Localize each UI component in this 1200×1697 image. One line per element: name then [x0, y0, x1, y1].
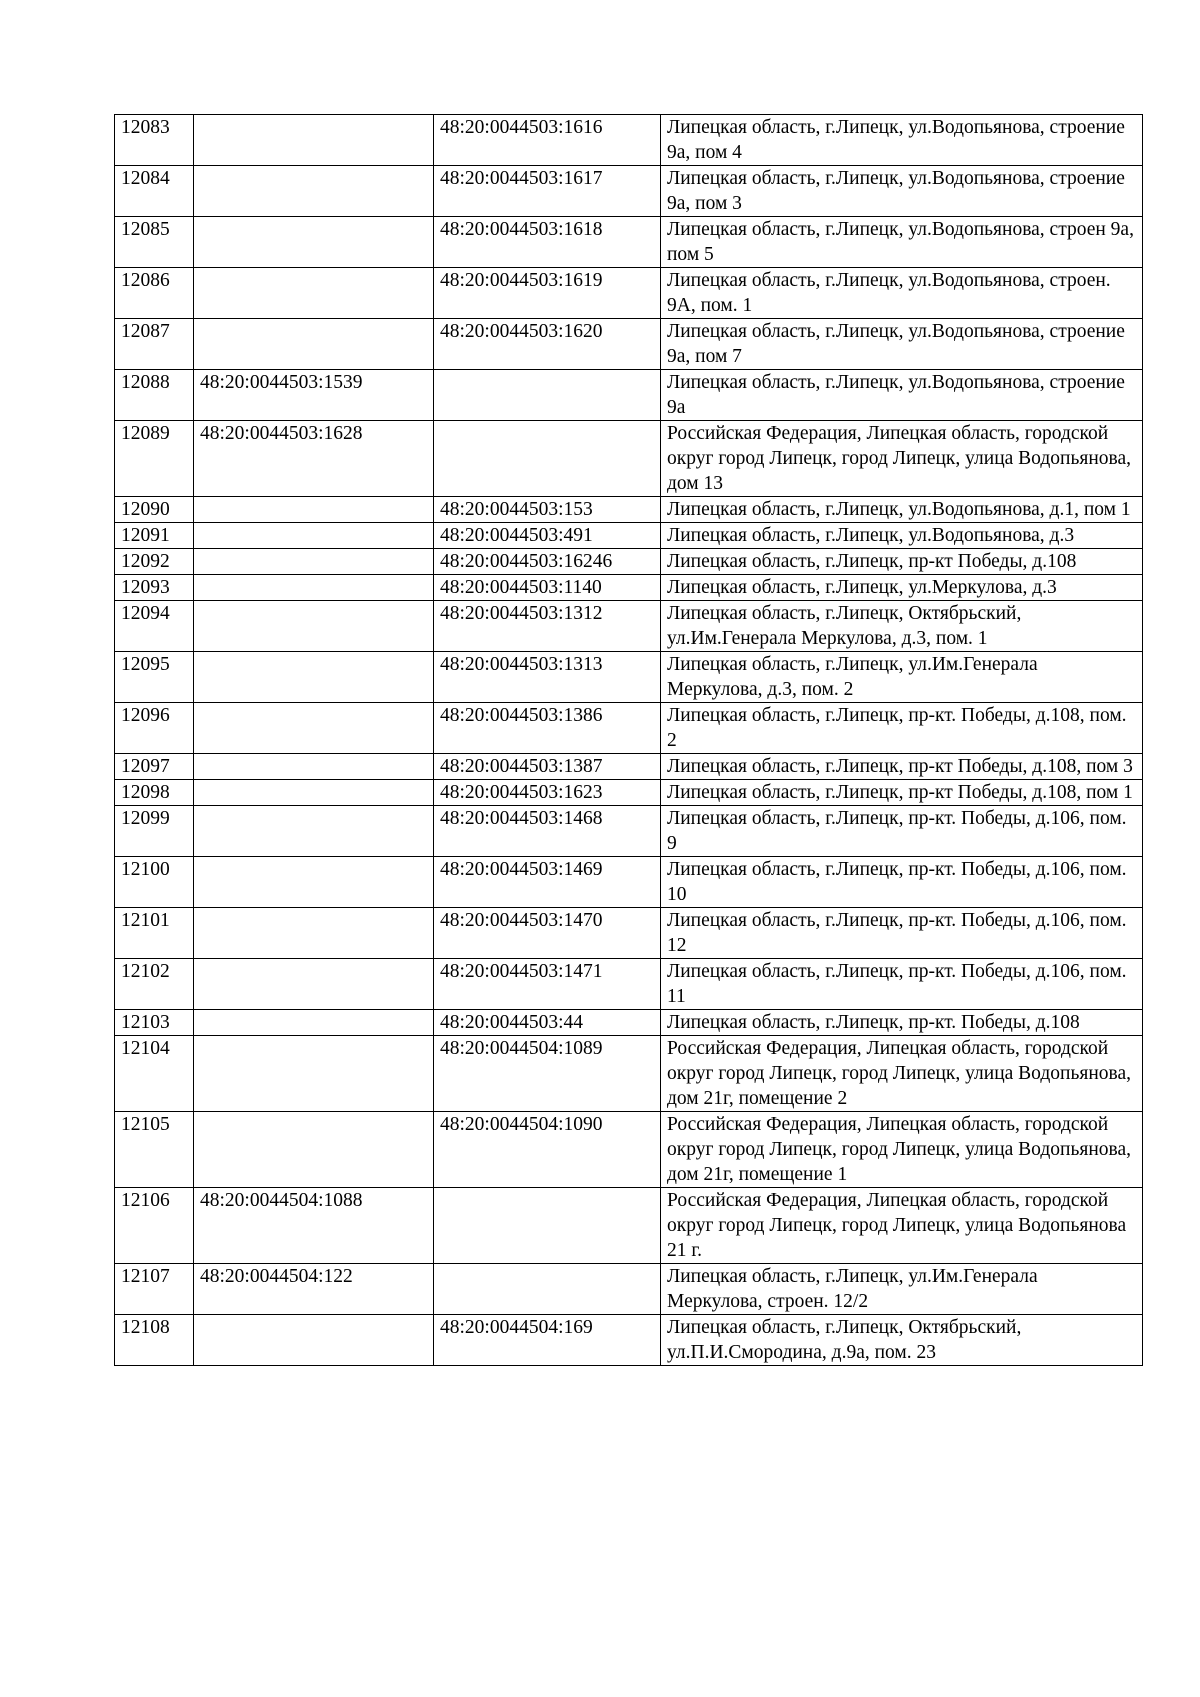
row-number-cell: 12090 [115, 497, 194, 523]
row-number-cell: 12108 [115, 1315, 194, 1366]
land-cadastral-number-cell: 48:20:0044504:1088 [194, 1188, 434, 1264]
table-row [115, 217, 1143, 268]
object-cadastral-number-cell: 48:20:0044503:1471 [434, 959, 661, 1010]
table-row [115, 652, 1143, 703]
table-row [115, 806, 1143, 857]
object-cadastral-number-cell: 48:20:0044503:1618 [434, 217, 661, 268]
address-cell: Липецкая область, г.Липецк, пр-кт. Победы, д.106, пом. 9 [661, 806, 1143, 857]
row-number-cell: 12098 [115, 780, 194, 806]
address-cell: Российская Федерация, Липецкая область, городской округ город Липецк, город Липецк, улица Водопьянова 21 г. [661, 1188, 1143, 1264]
row-number-cell: 12099 [115, 806, 194, 857]
table-row [115, 523, 1143, 549]
address-cell: Липецкая область, г.Липецк, ул.Водопьянова, строен 9а, пом 5 [661, 217, 1143, 268]
land-cadastral-number-cell [194, 1112, 434, 1188]
address-cell: Липецкая область, г.Липецк, пр-кт Победы, д.108, пом 3 [661, 754, 1143, 780]
row-number-cell: 12087 [115, 319, 194, 370]
row-number-cell: 12091 [115, 523, 194, 549]
address-cell: Липецкая область, г.Липецк, Октябрьский, ул.Им.Генерала Меркулова, д.3, пом. 1 [661, 601, 1143, 652]
row-number-cell: 12095 [115, 652, 194, 703]
table-row [115, 497, 1143, 523]
land-cadastral-number-cell [194, 1315, 434, 1366]
land-cadastral-number-cell [194, 268, 434, 319]
table-row [115, 370, 1143, 421]
table-row [115, 1112, 1143, 1188]
row-number-cell: 12102 [115, 959, 194, 1010]
address-cell: Липецкая область, г.Липецк, пр-кт Победы, д.108 [661, 549, 1143, 575]
object-cadastral-number-cell: 48:20:0044503:1386 [434, 703, 661, 754]
document-page [114, 114, 1142, 1366]
address-cell: Липецкая область, г.Липецк, ул.Водопьянова, строение 9а [661, 370, 1143, 421]
address-cell: Липецкая область, г.Липецк, пр-кт Победы, д.108, пом 1 [661, 780, 1143, 806]
land-cadastral-number-cell [194, 1010, 434, 1036]
object-cadastral-number-cell: 48:20:0044503:1313 [434, 652, 661, 703]
address-cell: Липецкая область, г.Липецк, пр-кт. Победы, д.108 [661, 1010, 1143, 1036]
land-cadastral-number-cell [194, 652, 434, 703]
object-cadastral-number-cell: 48:20:0044503:1616 [434, 115, 661, 166]
land-cadastral-number-cell: 48:20:0044503:1539 [194, 370, 434, 421]
object-cadastral-number-cell: 48:20:0044503:1312 [434, 601, 661, 652]
table-row [115, 575, 1143, 601]
table-row [115, 1188, 1143, 1264]
row-number-cell: 12100 [115, 857, 194, 908]
row-number-cell: 12096 [115, 703, 194, 754]
row-number-cell: 12101 [115, 908, 194, 959]
object-cadastral-number-cell: 48:20:0044503:491 [434, 523, 661, 549]
row-number-cell: 12103 [115, 1010, 194, 1036]
address-cell: Липецкая область, г.Липецк, пр-кт. Победы, д.108, пом. 2 [661, 703, 1143, 754]
object-cadastral-number-cell: 48:20:0044503:44 [434, 1010, 661, 1036]
table-row [115, 754, 1143, 780]
land-cadastral-number-cell [194, 908, 434, 959]
address-cell: Липецкая область, г.Липецк, ул.Водопьянова, строен. 9А, пом. 1 [661, 268, 1143, 319]
table-row [115, 1010, 1143, 1036]
object-cadastral-number-cell: 48:20:0044503:1140 [434, 575, 661, 601]
table-row [115, 268, 1143, 319]
address-cell: Липецкая область, г.Липецк, ул.Им.Генерала Меркулова, д.3, пом. 2 [661, 652, 1143, 703]
address-cell: Липецкая область, г.Липецк, ул.Водопьянова, строение 9а, пом 4 [661, 115, 1143, 166]
table-row [115, 549, 1143, 575]
object-cadastral-number-cell [434, 1264, 661, 1315]
land-cadastral-number-cell [194, 523, 434, 549]
object-cadastral-number-cell: 48:20:0044503:1469 [434, 857, 661, 908]
land-cadastral-number-cell: 48:20:0044503:1628 [194, 421, 434, 497]
address-cell: Липецкая область, г.Липецк, пр-кт. Победы, д.106, пом. 12 [661, 908, 1143, 959]
land-cadastral-number-cell [194, 959, 434, 1010]
object-cadastral-number-cell: 48:20:0044503:153 [434, 497, 661, 523]
land-cadastral-number-cell [194, 857, 434, 908]
land-cadastral-number-cell: 48:20:0044504:122 [194, 1264, 434, 1315]
table-row [115, 1264, 1143, 1315]
land-cadastral-number-cell [194, 1036, 434, 1112]
row-number-cell: 12105 [115, 1112, 194, 1188]
address-cell: Липецкая область, г.Липецк, ул.Водопьянова, строение 9а, пом 3 [661, 166, 1143, 217]
land-cadastral-number-cell [194, 806, 434, 857]
row-number-cell: 12107 [115, 1264, 194, 1315]
land-cadastral-number-cell [194, 754, 434, 780]
address-cell: Липецкая область, г.Липецк, пр-кт. Победы, д.106, пом. 11 [661, 959, 1143, 1010]
row-number-cell: 12106 [115, 1188, 194, 1264]
land-cadastral-number-cell [194, 217, 434, 268]
cadastral-table [114, 114, 1143, 1366]
object-cadastral-number-cell: 48:20:0044503:1619 [434, 268, 661, 319]
table-row [115, 857, 1143, 908]
land-cadastral-number-cell [194, 601, 434, 652]
object-cadastral-number-cell: 48:20:0044504:1089 [434, 1036, 661, 1112]
object-cadastral-number-cell: 48:20:0044503:1468 [434, 806, 661, 857]
land-cadastral-number-cell [194, 319, 434, 370]
row-number-cell: 12093 [115, 575, 194, 601]
table-row [115, 1315, 1143, 1366]
table-row [115, 908, 1143, 959]
address-cell: Российская Федерация, Липецкая область, городской округ город Липецк, город Липецк, улица Водопьянова, дом 21г, помещение 1 [661, 1112, 1143, 1188]
table-row [115, 703, 1143, 754]
object-cadastral-number-cell: 48:20:0044503:1617 [434, 166, 661, 217]
table-row [115, 601, 1143, 652]
table-row [115, 421, 1143, 497]
land-cadastral-number-cell [194, 575, 434, 601]
object-cadastral-number-cell: 48:20:0044504:169 [434, 1315, 661, 1366]
object-cadastral-number-cell: 48:20:0044503:16246 [434, 549, 661, 575]
address-cell: Липецкая область, г.Липецк, ул.Водопьянова, д.1, пом 1 [661, 497, 1143, 523]
land-cadastral-number-cell [194, 115, 434, 166]
table-row [115, 319, 1143, 370]
land-cadastral-number-cell [194, 703, 434, 754]
address-cell: Липецкая область, г.Липецк, ул.Водопьянова, строение 9а, пом 7 [661, 319, 1143, 370]
row-number-cell: 12085 [115, 217, 194, 268]
table-row [115, 780, 1143, 806]
address-cell: Липецкая область, г.Липецк, Октябрьский, ул.П.И.Смородина, д.9а, пом. 23 [661, 1315, 1143, 1366]
row-number-cell: 12097 [115, 754, 194, 780]
table-body [115, 115, 1143, 1366]
row-number-cell: 12092 [115, 549, 194, 575]
row-number-cell: 12089 [115, 421, 194, 497]
row-number-cell: 12088 [115, 370, 194, 421]
row-number-cell: 12084 [115, 166, 194, 217]
land-cadastral-number-cell [194, 549, 434, 575]
address-cell: Липецкая область, г.Липецк, ул.Им.Генерала Меркулова, строен. 12/2 [661, 1264, 1143, 1315]
object-cadastral-number-cell: 48:20:0044503:1387 [434, 754, 661, 780]
table-row [115, 166, 1143, 217]
object-cadastral-number-cell [434, 421, 661, 497]
table-row [115, 1036, 1143, 1112]
row-number-cell: 12104 [115, 1036, 194, 1112]
object-cadastral-number-cell: 48:20:0044503:1623 [434, 780, 661, 806]
address-cell: Липецкая область, г.Липецк, ул.Водопьянова, д.3 [661, 523, 1143, 549]
object-cadastral-number-cell [434, 370, 661, 421]
table-row [115, 959, 1143, 1010]
row-number-cell: 12086 [115, 268, 194, 319]
address-cell: Липецкая область, г.Липецк, ул.Меркулова, д.3 [661, 575, 1143, 601]
object-cadastral-number-cell [434, 1188, 661, 1264]
land-cadastral-number-cell [194, 780, 434, 806]
object-cadastral-number-cell: 48:20:0044503:1620 [434, 319, 661, 370]
row-number-cell: 12094 [115, 601, 194, 652]
table-row [115, 115, 1143, 166]
object-cadastral-number-cell: 48:20:0044504:1090 [434, 1112, 661, 1188]
address-cell: Российская Федерация, Липецкая область, городской округ город Липецк, город Липецк, улица Водопьянова, дом 21г, помещение 2 [661, 1036, 1143, 1112]
address-cell: Липецкая область, г.Липецк, пр-кт. Победы, д.106, пом. 10 [661, 857, 1143, 908]
address-cell: Российская Федерация, Липецкая область, городской округ город Липецк, город Липецк, улица Водопьянова, дом 13 [661, 421, 1143, 497]
row-number-cell: 12083 [115, 115, 194, 166]
land-cadastral-number-cell [194, 166, 434, 217]
land-cadastral-number-cell [194, 497, 434, 523]
object-cadastral-number-cell: 48:20:0044503:1470 [434, 908, 661, 959]
